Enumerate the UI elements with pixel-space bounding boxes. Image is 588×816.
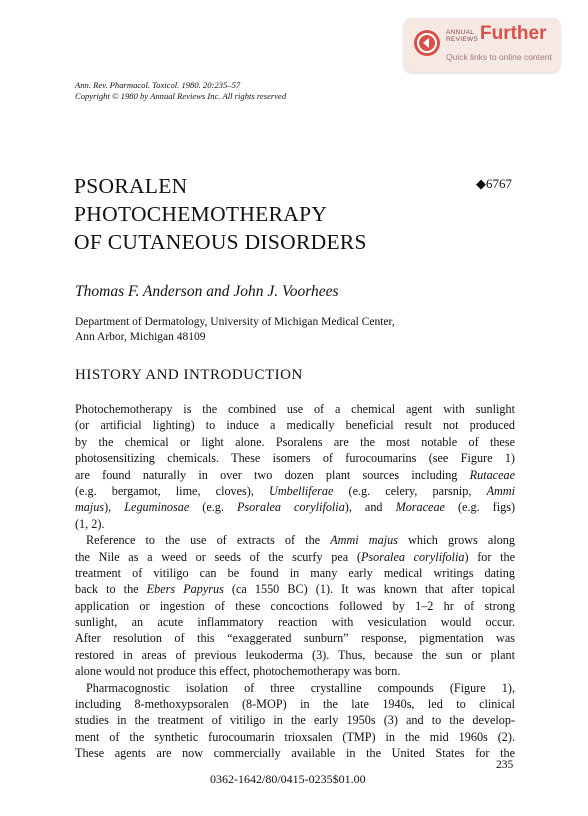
quick-links-text[interactable]: Quick links to online content [446, 52, 552, 62]
body-line: alone would not produce this effect, photochemotherapy was born. [75, 664, 401, 679]
body-line [75, 532, 515, 548]
text-run: which grows along [397, 533, 515, 548]
annual-reviews-logo-icon [414, 30, 440, 56]
text-run: (e.g. [189, 500, 237, 515]
citation [75, 80, 286, 102]
text-run-italic: Rutaceae [469, 467, 515, 482]
body-line: ment of the synthetic furocoumarin trioxsalen (TMP) in the mid 1960s (2). [75, 729, 515, 744]
text-run: (e.g. celery, parsnip, [333, 483, 487, 498]
text-run: ), [104, 500, 125, 515]
text-run-italic: Ammi [486, 483, 515, 498]
title-line-3: OF CUTANEOUS DISORDERS [74, 230, 367, 254]
article-title [74, 172, 367, 256]
further-label[interactable]: Further [480, 23, 547, 44]
body-line: photosensitizing chemicals. These isomers of furocoumarins (see Figure 1) [75, 451, 515, 466]
body-line: application or ingestion of these concoctions followed by 1–2 hr of strong [75, 598, 515, 613]
text-run-italic: Ammi majus [330, 533, 398, 548]
brand-annual: ANNUAL [446, 29, 475, 36]
body-line: (or artificial lighting) to induce a medically beneficial result not produced [75, 418, 515, 433]
body-line [75, 499, 515, 515]
title-line-2: PHOTOCHEMOTHERAPY [74, 202, 328, 226]
body-line [75, 581, 515, 597]
text-run-italic: majus [75, 500, 105, 515]
text-run-italic: Umbelliferae [269, 483, 334, 498]
authors: Thomas F. Anderson and John J. Voorhees [75, 283, 339, 300]
text-run-italic: Leguminosae [124, 500, 190, 515]
body-line: After resolution of this “exaggerated sunburn” response, pigmentation was [75, 631, 515, 646]
body-line: sunlight, an acute inflammatory reaction with vesiculation would occur. [75, 615, 515, 630]
text-run-italic: Psoralea corylifolia [236, 500, 345, 515]
further-badge[interactable] [404, 18, 560, 72]
brand-reviews: REVIEWS [446, 36, 479, 43]
affiliation-line-2: Ann Arbor, Michigan 48109 [75, 331, 206, 343]
text-run: ), and [344, 500, 396, 515]
text-run-italic: Moraceae [395, 500, 445, 515]
body-line [75, 483, 515, 499]
body-line: treatment of vitiligo can be found in many early medical writings dating [75, 565, 515, 580]
text-run: back to the [75, 582, 147, 597]
body-line: including 8-methoxypsoralen (8-MOP) in the late 1940s, led to clinical [75, 697, 515, 712]
page-number: 235 [496, 759, 514, 771]
text-run: the Nile as a weed or seeds of the scurfy pea ( [75, 549, 361, 564]
issn-code: 0362-1642/80/0415-0235$01.00 [210, 772, 366, 786]
section-heading: HISTORY AND INTRODUCTION [75, 367, 303, 383]
body-line: by the chemical or light alone. Psoralens are the most notable of these [75, 434, 515, 449]
article-id: ◆6767 [476, 176, 512, 191]
text-run-italic: Psoralea corylifolia [360, 549, 465, 564]
text-run: (e.g. figs) [444, 500, 516, 515]
body-line: studies in the treatment of vitiligo in the early 1950s (3) and to the develop- [75, 713, 515, 728]
citation-copyright: Copyright © 1980 by Annual Reviews Inc. All rights reserved [75, 91, 287, 101]
body-line: restored in areas of previous leukoderma (3). Thus, because the sun or plant [75, 647, 515, 662]
body-line: Photochemotherapy is the combined use of a chemical agent with sunlight [75, 402, 515, 416]
text-run: (e.g. bergamot, lime, cloves), [75, 483, 270, 498]
body-line: (1, 2). [75, 516, 105, 531]
text-run: Reference to the use of extracts of the [86, 533, 331, 548]
text-run: are found naturally in over two dozen plant sources including [75, 467, 470, 482]
citation-journal: Ann. Rev. Pharmacol. Toxicol. 1980. 20:235–57 [75, 80, 241, 90]
title-line-1: PSORALEN [74, 174, 188, 198]
text-run-italic: Ebers Papyrus [146, 582, 224, 597]
text-run: (ca 1550 BC) (1). It was known that after topical [223, 582, 515, 597]
affiliation [75, 315, 395, 345]
text-run: ) for the [464, 549, 516, 564]
body-text [75, 401, 515, 762]
body-line [75, 549, 515, 565]
affiliation-line-1: Department of Dermatology, University of Michigan Medical Center, [75, 316, 395, 328]
body-line: These agents are now commercially available in the United States for the [75, 746, 515, 761]
body-line: Pharmacognostic isolation of three crystalline compounds (Figure 1), [86, 680, 515, 695]
body-line [75, 467, 515, 483]
